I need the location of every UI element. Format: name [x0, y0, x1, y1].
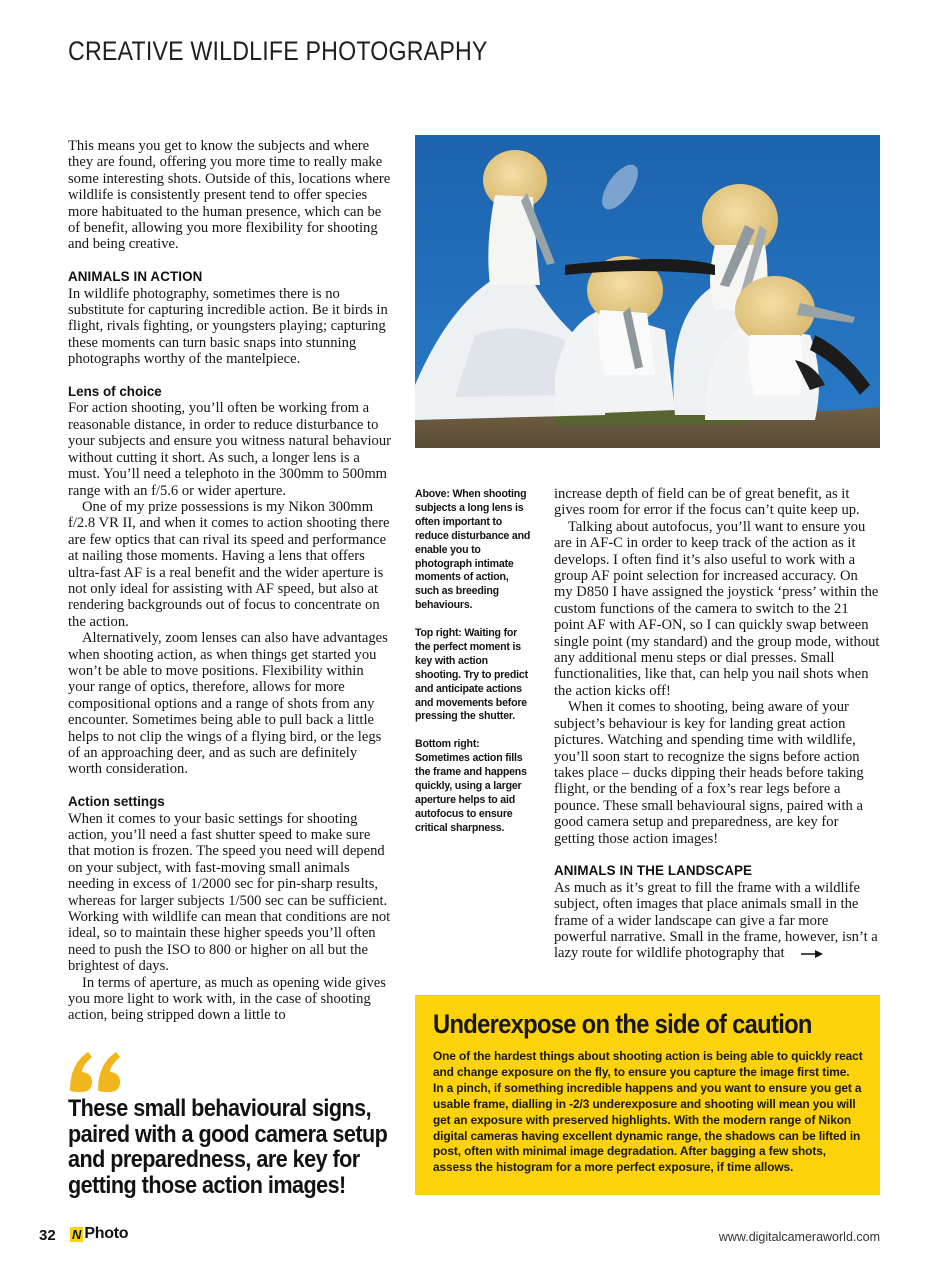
tip-box-body: One of the hardest things about shooting action is being able to quickly react and change exposure on the fly, to ensure you capture the image first time. In a pinch, if something incredible happens and you want to ensure you get a usable frame, dialling in -2/3 underexposure and shooting will mean you will get an exposure with preserved highlights. With the modern range of Nikon digital cameras having excellent dynamic range, the shadows can be lifted in post, often with minimal image degradation. After bagging a few shots, assess the histogram for a more perfect exposure, if time allows.: [433, 1049, 863, 1175]
left-column: [68, 138, 394, 1024]
paragraph: Talking about autofocus, you’ll want to ensure you are in AF-C in order to keep track of the action as it develops. I often find it’s also useful to work with a group AF point selection for increased accuracy. On my D850 I have assigned the joystick ‘press’ within the custom functions of the camera to switch to the 21 point AF with AF-ON, so I can quickly swap between single point (my standard) and the group mode, without any additional menu steps or dial presses. Small functionalities, like that, can help you nail shots when the action kicks off!: [554, 518, 880, 699]
pull-quote: These small behavioural signs, paired with a good camera setup and preparedness, are key for getting those action images!: [68, 1095, 388, 1199]
paragraph: One of my prize possessions is my Nikon 300mm f/2.8 VR II, and when it comes to action shooting there are few optics that can rival its speed and performance at nailing those moments. Having a lens that offers ultra-fast AF is a real benefit and the wider aperture is not only ideal for assisting with AF speed, but also at rendering backgrounds out of focus to concentrate on the action.: [68, 498, 390, 630]
caption-above: Above: When shooting subjects a long lens is often important to reduce disturbance and enable you to photograph intimate moments of action, such as breeding behaviours.: [415, 488, 531, 612]
section-title: CREATIVE WILDLIFE PHOTOGRAPHY: [68, 36, 488, 66]
heading-animals-in-action: ANIMALS IN ACTION: [68, 269, 203, 285]
paragraph: For action shooting, you’ll often be working from a reasonable distance, in order to reduce disturbance to your subjects and ensure you witness natural behaviour without cutting it short. As such, a longer lens is a must. You’ll need a telephoto in the 300mm to 500mm range with an f/5.6 or wider aperture.: [68, 400, 392, 499]
heading-animals-in-the-landscape: ANIMALS IN THE LANDSCAPE: [554, 863, 753, 879]
paragraph: Alternatively, zoom lenses can also have advantages when shooting action, as when things get started you won’t be able to move positions. Flexibility within your range of optics, therefore, allows for more compositional options and a range of shots from any encounter. Sometimes being able to pull back a little helps to not clip the wings of a flying bird, or the legs of an approaching deer, and as such are definitely worth consideration.: [68, 630, 388, 778]
paragraph: In wildlife photography, sometimes there is no substitute for capturing incredible action. Be it birds in flight, rivals fighting, or youngsters playing; capturing these moments can turn basic snaps into stunning photographs worthy of the mantelpiece.: [68, 285, 388, 368]
paragraph: When it comes to shooting, being aware of your subject’s behaviour is key for landing great action pictures. Watching and spending time with wildlife, you’ll soon start to recognize the signs before action takes place – ducks dipping their heads before taking flight, or the bending of a fox’s rear legs before a pounce. These small behavioural signs, paired with a good camera setup and preparedness, are key for getting those action images!: [554, 699, 864, 847]
tip-box: [415, 995, 880, 1195]
photo-captions: [415, 488, 535, 850]
tip-box-title: Underexpose on the side of caution: [433, 1009, 812, 1039]
heading-action-settings: Action settings: [68, 794, 165, 810]
paragraph: In terms of aperture, as much as opening wide gives you more light to work with, in the case of shooting action, being stripped down a little to: [68, 974, 386, 1024]
gannets-photo: [415, 135, 880, 448]
paragraph-continued: [554, 880, 880, 962]
brand-word: Photo: [84, 1225, 129, 1242]
n-photo-logo: [70, 1225, 128, 1243]
intro-paragraph: This means you get to know the subjects and where they are found, offering you more time to really make some interesting shots. Outside of this, locations where wildlife is consistently present tend to offer species more habituated to the human presence, which can be of benefit, allowing you more flexibility for shooting and being creative.: [68, 138, 391, 253]
continue-arrow-icon: [801, 949, 823, 959]
paragraph: When it comes to your basic settings for shooting action, you’ll need a fast shutter speed to make sure that motion is frozen. The speed you need will depend on your subject, with fast-moving small animals needing in excess of 1/2000 sec for pin-sharp results, whereas for larger subjects 1/500 sec can be sufficient. Working with wildlife can mean that conditions are not ideal, so to maintain these higher speeds you’ll often need to push the ISO to 800 or higher on all but the brightest of days.: [68, 810, 391, 975]
paragraph: increase depth of field can be of great benefit, as it gives room for error if the focus can’t quite keep up.: [554, 486, 860, 519]
right-column: [554, 486, 880, 962]
quote-mark-icon: [66, 1040, 126, 1100]
page-number: 32: [39, 1227, 56, 1244]
caption-bottom-right: Bottom right: Sometimes action fills the frame and happens quickly, using a larger aperture helps to aid autofocus to ensure critical sharpness.: [415, 738, 527, 834]
brand-mark: N: [72, 1226, 82, 1242]
paragraph-text: As much as it’s great to fill the frame with a wildlife subject, often images that place animals small in the frame of a wider landscape can give a far more powerful narrative. Small in the frame, however, isn’t a lazy route for wildlife photography that: [554, 879, 878, 962]
caption-top-right: Top right: Waiting for the perfect moment is key with action shooting. Try to predict and anticipate actions and movements before pressing the shutter.: [415, 627, 528, 723]
website-url: www.digitalcameraworld.com: [718, 1230, 880, 1244]
heading-lens-of-choice: Lens of choice: [68, 384, 162, 400]
